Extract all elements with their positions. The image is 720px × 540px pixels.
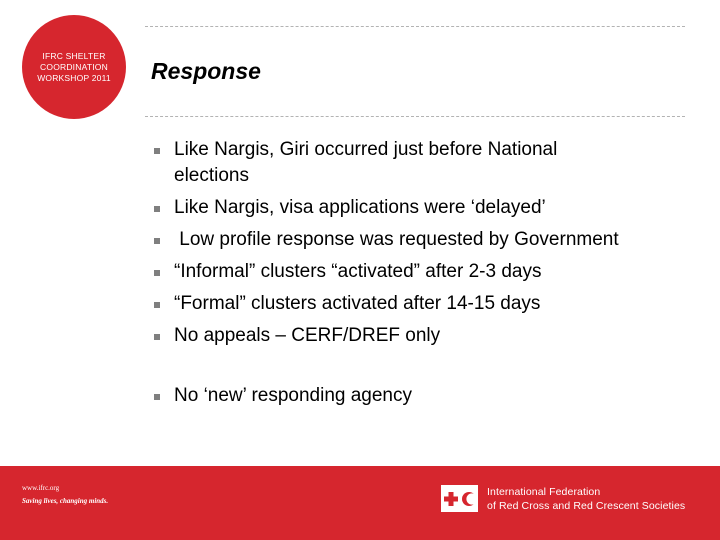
bullet-text: Like Nargis, visa applications were ‘delayed’	[174, 197, 546, 218]
badge-line-1: IFRC SHELTER	[42, 50, 106, 61]
list-item	[166, 137, 636, 189]
bullet-text: Like Nargis, Giri occurred just before National elections	[174, 139, 558, 186]
list-item	[166, 291, 636, 317]
list-item	[166, 259, 636, 285]
square-bullet-icon	[154, 238, 160, 244]
badge-line-2: COORDINATION	[40, 61, 108, 72]
square-bullet-icon	[154, 394, 160, 400]
square-bullet-icon	[154, 148, 160, 154]
list-item	[166, 383, 636, 409]
footer-bar	[0, 466, 720, 540]
list-item	[166, 323, 636, 349]
bullet-text: “Informal” clusters “activated” after 2-3 days	[174, 261, 542, 282]
list-item	[166, 195, 636, 221]
square-bullet-icon	[154, 270, 160, 276]
bullet-text: No ‘new’ responding agency	[174, 385, 413, 406]
title-divider	[145, 116, 685, 117]
bullet-text: No appeals – CERF/DREF only	[174, 325, 441, 346]
red-cross-red-crescent-logo-icon	[441, 485, 478, 512]
workshop-badge	[22, 15, 126, 119]
top-divider	[145, 26, 685, 27]
badge-line-3: WORKSHOP 2011	[37, 72, 111, 83]
square-bullet-icon	[154, 302, 160, 308]
organization-name-line-2: of Red Cross and Red Crescent Societies	[487, 500, 686, 512]
square-bullet-icon	[154, 206, 160, 212]
bullet-list	[166, 137, 636, 415]
footer-url: www.ifrc.org	[22, 484, 60, 492]
square-bullet-icon	[154, 334, 160, 340]
bullet-text: “Formal” clusters activated after 14-15 days	[174, 293, 541, 314]
footer-slogan: Saving lives, changing minds.	[22, 497, 109, 505]
red-cross-icon	[443, 491, 459, 507]
list-item	[166, 227, 636, 253]
red-crescent-icon	[462, 491, 476, 507]
organization-name	[487, 485, 685, 513]
bullet-text: Low profile response was requested by Government	[174, 229, 619, 250]
organization-name-line-1: International Federation	[487, 486, 601, 498]
slide-title: Response	[151, 58, 261, 84]
